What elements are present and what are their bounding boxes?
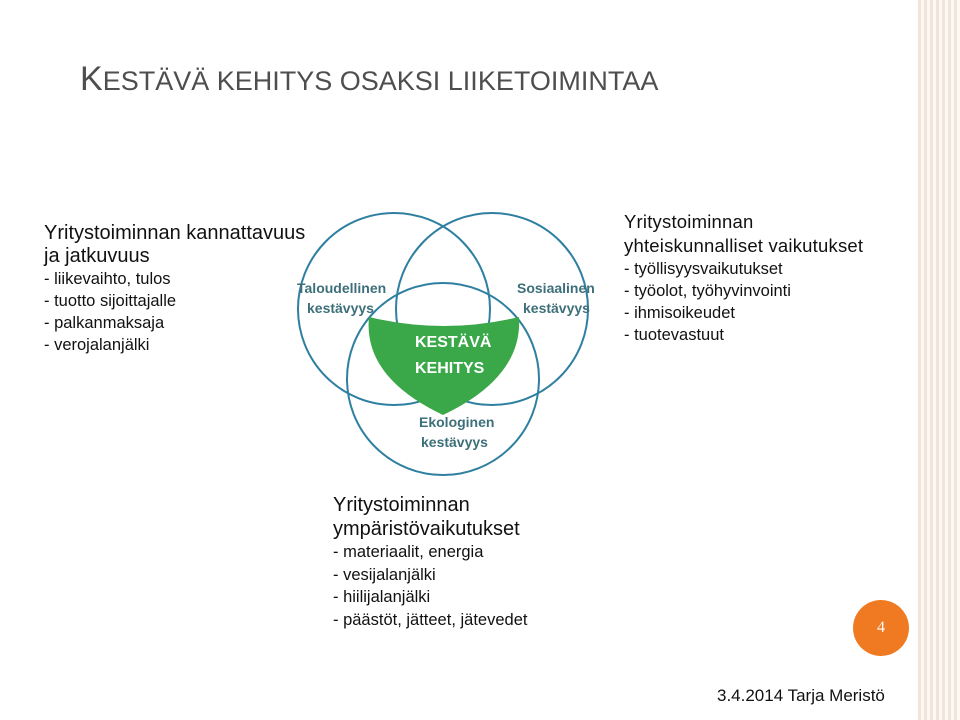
economic-label: Taloudellinen — [297, 280, 387, 296]
page-number: 4 — [877, 619, 885, 636]
page-number-badge — [853, 600, 909, 656]
ecological-label: kestävyys — [421, 434, 488, 450]
economic-item: - verojalanjälki — [44, 336, 150, 354]
footer-text: 3.4.2014 Tarja Meristö — [717, 686, 885, 705]
environmental-item: - materiaalit, energia — [333, 543, 484, 561]
social-label: Sosiaalinen — [517, 280, 595, 296]
social-heading-line: yhteiskunnalliset vaikutukset — [624, 235, 864, 256]
social-item: - tuotevastuut — [624, 326, 724, 344]
social-item: - ihmisoikeudet — [624, 304, 735, 322]
title-first-letter: K — [80, 60, 103, 98]
social-heading-line: Yritystoiminnan — [624, 211, 754, 232]
environmental-impacts-block — [333, 493, 527, 631]
center-label: KESTÄVÄ — [415, 334, 492, 351]
environmental-heading-line: ympäristövaikutukset — [333, 518, 520, 540]
social-item: - työolot, työhyvinvointi — [624, 282, 791, 300]
economic-impacts-block — [44, 222, 305, 356]
title-rest: ESTÄVÄ KEHITYS OSAKSI LIIKETOIMINTAA — [102, 66, 659, 96]
slide-title — [80, 60, 658, 99]
environmental-item: - vesijalanjälki — [333, 565, 436, 584]
environmental-item: - päästöt, jätteet, jätevedet — [333, 610, 528, 629]
environmental-heading-line: Yritystoiminnan — [333, 494, 470, 516]
social-impacts-block — [624, 210, 863, 346]
economic-item: - liikevaihto, tulos — [44, 270, 171, 288]
social-label: kestävyys — [523, 300, 590, 316]
economic-item: - palkanmaksaja — [44, 314, 165, 332]
economic-heading-line: ja jatkuvuus — [44, 245, 150, 267]
center-label: KEHITYS — [415, 360, 485, 377]
sustainability-venn-diagram — [283, 207, 603, 477]
economic-item: - tuotto sijoittajalle — [44, 292, 177, 310]
economic-heading-line: Yritystoiminnan kannattavuus — [44, 222, 306, 244]
environmental-item: - hiilijalanjälki — [333, 588, 431, 606]
decorative-stripes — [918, 0, 960, 720]
social-item: - työllisyysvaikutukset — [624, 260, 783, 278]
ecological-label: Ekologinen — [419, 414, 495, 430]
economic-label: kestävyys — [307, 300, 374, 316]
